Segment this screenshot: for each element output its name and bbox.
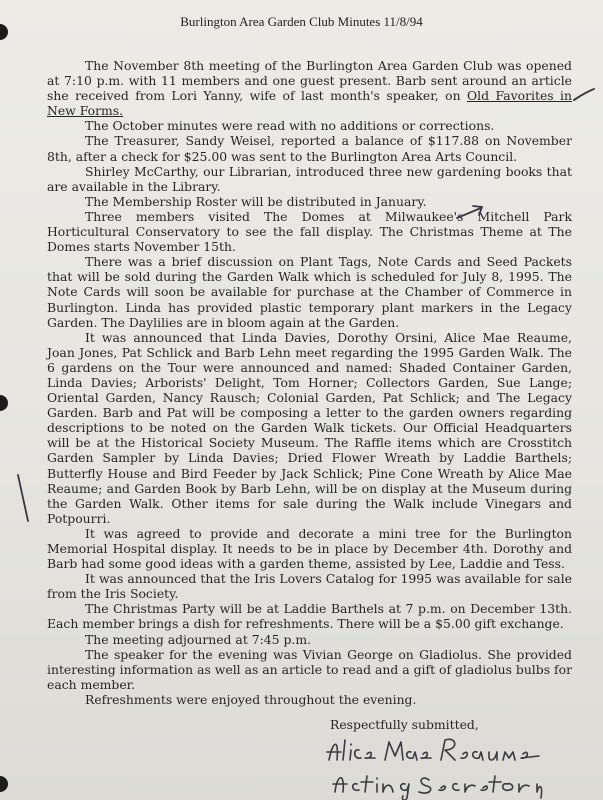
punch-hole [0,395,8,411]
pen-arrow-mark [455,202,487,222]
pen-check-mark [572,86,598,108]
paragraph: Three members visited The Domes at Milwaukee's Mitchell Park Horticultural Conservatory to see the fall display. The Christmas Theme at The Domes starts November 15th. [47,208,572,255]
closing-line: Respectfully submitted, [330,717,479,732]
paragraph: It was announced that Linda Davies, Dorothy Orsini, Alice Mae Reaume, Joan Jones, Pat Schlick and Barb Lehn meet regarding the 1995 Garden Walk. The 6 gardens on the Tour were announced and named: Shaded Container Garden, Linda Davies; Arborists' Delight, Tom Horner; Collectors Garden, Sue Lange; Oriental Garden, Nancy Rausch; Colonial Garden, Pat Schlick; and The Legacy Garden. Barb and Pat will be composing a letter to the garden owners regarding descriptions to be noted on the Garden Walk tickets. Our Official Headquarters will be at the Historical Society Museum. The Raffle items which are Crosstitch Garden Sampler by Linda Davies; Dried Flower Wreath by Laddie Barthels; Butterfly House and Bird Feeder by Jack Schlick; Pine Cone Wreath by Alice Mae Reaume; and Garden Book by Barb Lehn, will be on display at the Museum during the Garden Walk. Other items for sale during the Walk include Vinegars and Potpourri. [47,329,572,526]
paragraph: Shirley McCarthy, our Librarian, introduced three new gardening books that are available in the Library. [47,163,572,194]
paragraph: Refreshments were enjoyed throughout the evening. [85,691,417,707]
paragraph: The Christmas Party will be at Laddie Barthels at 7 p.m. on December 13th. Each member brings a dish for refreshments. There will be a $5.00 gift exchange. [47,601,572,632]
paragraph: The November 8th meeting of the Burlington Area Garden Club was opened at 7:10 p.m. with 11 members and one guest present. Barb sent around an article she received from Lori Yanny, wife of last month's speaker, on Old Favorites in New Forms. [47,58,572,119]
minutes-body [47,58,572,707]
document-title: Burlington Area Garden Club Minutes 11/8/94 [180,14,423,29]
paragraph: The October minutes were read with no additions or corrections. [85,118,495,134]
article-title: Old Favorites in New Forms. [47,88,572,119]
punch-hole [0,776,8,792]
paragraph: It was agreed to provide and decorate a mini tree for the Burlington Memorial Hospital display. It needs to be in place by December 4th. Dorothy and Barb had some good ideas with a garden theme, assisted by Lee, Laddie and Tess. [47,525,572,572]
paragraph: It was announced that the Iris Lovers Catalog for 1995 was available for sale from the Iris Society. [47,571,572,602]
paragraph: There was a brief discussion on Plant Tags, Note Cards and Seed Packets that will be sold during the Garden Walk which is scheduled for July 8, 1995. The Note Cards will soon be available for purchase at the Chamber of Commerce in Burlington. Linda has provided plastic temporary plant markers in the Legacy Garden. The Daylilies are in bloom again at the Garden. [47,254,572,330]
paragraph: The Membership Roster will be distributed in January. [85,193,427,209]
paragraph: The meeting adjourned at 7:45 p.m. [85,631,312,647]
handwritten-signature [315,730,545,800]
paragraph: The speaker for the evening was Vivian George on Gladiolus. She provided interesting information as well as an article to read and a gift of gladiolus bulbs for each member. [47,646,572,692]
pen-margin-mark [14,472,34,524]
paragraph: The Treasurer, Sandy Weisel, reported a balance of $117.88 on November 8th, after a check for $25.00 was sent to the Burlington Area Arts Council. [47,133,572,164]
